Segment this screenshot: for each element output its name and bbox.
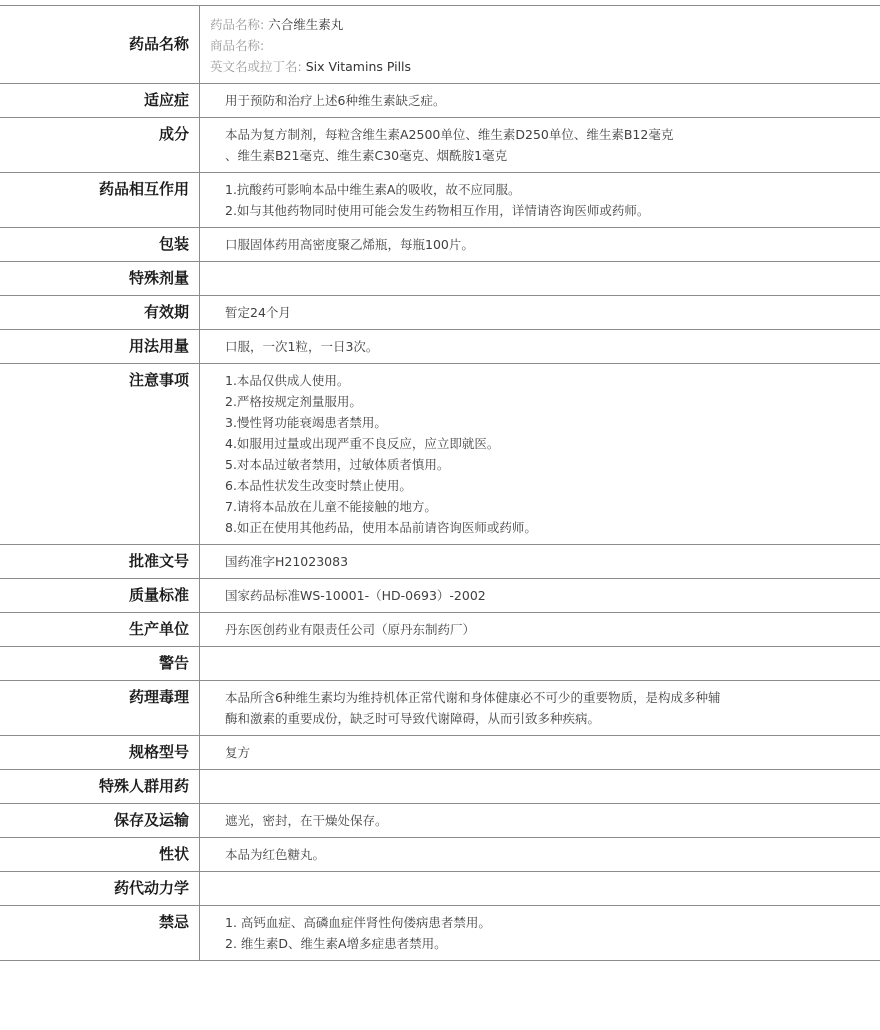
row-value bbox=[200, 872, 880, 905]
row-label: 药品名称 bbox=[0, 6, 200, 83]
drug-name-values bbox=[200, 6, 880, 83]
value-line: 2. 维生素D、维生素A增多症患者禁用。 bbox=[225, 936, 447, 951]
value-line: 7.请将本品放在儿童不能接触的地方。 bbox=[225, 499, 437, 514]
row-label: 有效期 bbox=[0, 296, 200, 329]
info-row bbox=[0, 262, 880, 296]
row-value bbox=[200, 647, 880, 680]
value-line: 丹东医创药业有限责任公司（原丹东制药厂） bbox=[225, 622, 476, 637]
row-label: 性状 bbox=[0, 838, 200, 871]
info-row bbox=[0, 228, 880, 262]
info-row bbox=[0, 118, 880, 173]
info-row bbox=[0, 545, 880, 579]
info-row bbox=[0, 681, 880, 736]
row-label: 药品相互作用 bbox=[0, 173, 200, 227]
value-line: 遮光，密封，在干燥处保存。 bbox=[225, 813, 388, 828]
row-value bbox=[200, 364, 880, 544]
row-label: 特殊剂量 bbox=[0, 262, 200, 295]
row-value bbox=[200, 681, 880, 735]
english-name-line bbox=[210, 56, 870, 77]
row-label: 药代动力学 bbox=[0, 872, 200, 905]
info-row bbox=[0, 613, 880, 647]
english-name-value: Six Vitamins Pills bbox=[305, 59, 412, 74]
row-value bbox=[200, 770, 880, 803]
info-row bbox=[0, 770, 880, 804]
value-line: 复方 bbox=[225, 745, 251, 760]
value-line: 3.慢性肾功能衰竭患者禁用。 bbox=[225, 415, 387, 430]
row-label: 生产单位 bbox=[0, 613, 200, 646]
value-line: 4.如服用过量或出现严重不良反应，应立即就医。 bbox=[225, 436, 500, 451]
info-row bbox=[0, 838, 880, 872]
row-label: 批准文号 bbox=[0, 545, 200, 578]
generic-name-value: 六合维生素丸 bbox=[268, 17, 344, 32]
row-label: 包装 bbox=[0, 228, 200, 261]
info-row bbox=[0, 872, 880, 906]
row-value bbox=[200, 262, 880, 295]
row-label: 适应症 bbox=[0, 84, 200, 117]
value-line: 本品为红色糖丸。 bbox=[225, 847, 326, 862]
info-rows bbox=[0, 84, 880, 961]
value-line: 用于预防和治疗上述6种维生素缺乏症。 bbox=[225, 93, 446, 108]
info-row bbox=[0, 736, 880, 770]
value-line: 2.严格按规定剂量服用。 bbox=[225, 394, 362, 409]
row-label: 警告 bbox=[0, 647, 200, 680]
value-line: 1. 高钙血症、高磷血症伴肾性佝偻病患者禁用。 bbox=[225, 915, 491, 930]
value-line: 6.本品性状发生改变时禁止使用。 bbox=[225, 478, 412, 493]
row-label: 特殊人群用药 bbox=[0, 770, 200, 803]
info-row bbox=[0, 296, 880, 330]
info-row bbox=[0, 173, 880, 228]
value-line: 国家药品标准WS-10001-（HD-0693）-2002 bbox=[225, 588, 486, 603]
value-line: 、维生素B21毫克、维生素C30毫克、烟酰胺1毫克 bbox=[225, 148, 508, 163]
info-row bbox=[0, 579, 880, 613]
value-line: 国药准字H21023083 bbox=[225, 554, 349, 569]
info-row bbox=[0, 330, 880, 364]
generic-name-line bbox=[210, 14, 870, 35]
value-line: 本品为复方制剂，每粒含维生素A2500单位、维生素D250单位、维生素B12毫克 bbox=[225, 127, 674, 142]
row-value bbox=[200, 228, 880, 261]
row-value bbox=[200, 545, 880, 578]
value-line: 口服固体药用高密度聚乙烯瓶，每瓶100片。 bbox=[225, 237, 474, 252]
row-label: 注意事项 bbox=[0, 364, 200, 544]
value-line: 酶和激素的重要成份，缺乏时可导致代谢障碍，从而引致多种疾病。 bbox=[225, 711, 601, 726]
row-label: 禁忌 bbox=[0, 906, 200, 960]
trade-name-line bbox=[210, 35, 870, 56]
row-value bbox=[200, 173, 880, 227]
value-line: 本品所含6种维生素均为维持机体正常代谢和身体健康必不可少的重要物质，是构成多种辅 bbox=[225, 690, 721, 705]
row-value bbox=[200, 804, 880, 837]
english-name-key: 英文名或拉丁名: bbox=[210, 59, 302, 74]
row-value bbox=[200, 84, 880, 117]
drug-info-table bbox=[0, 5, 880, 961]
row-value bbox=[200, 906, 880, 960]
row-value bbox=[200, 330, 880, 363]
drug-name-row bbox=[0, 5, 880, 84]
row-value bbox=[200, 118, 880, 172]
value-line: 口服，一次1粒，一日3次。 bbox=[225, 339, 379, 354]
value-line: 暂定24个月 bbox=[225, 305, 291, 320]
value-line: 1.抗酸药可影响本品中维生素A的吸收，故不应同服。 bbox=[225, 182, 521, 197]
row-value bbox=[200, 296, 880, 329]
row-label: 保存及运输 bbox=[0, 804, 200, 837]
info-row bbox=[0, 84, 880, 118]
info-row bbox=[0, 364, 880, 545]
row-label: 用法用量 bbox=[0, 330, 200, 363]
row-label: 质量标准 bbox=[0, 579, 200, 612]
trade-name-key: 商品名称: bbox=[210, 38, 265, 53]
generic-name-key: 药品名称: bbox=[210, 17, 265, 32]
info-row bbox=[0, 804, 880, 838]
row-label: 成分 bbox=[0, 118, 200, 172]
row-value bbox=[200, 579, 880, 612]
value-line: 2.如与其他药物同时使用可能会发生药物相互作用，详情请咨询医师或药师。 bbox=[225, 203, 650, 218]
row-label: 药理毒理 bbox=[0, 681, 200, 735]
value-line: 8.如正在使用其他药品，使用本品前请咨询医师或药师。 bbox=[225, 520, 537, 535]
row-value bbox=[200, 736, 880, 769]
row-value bbox=[200, 838, 880, 871]
info-row bbox=[0, 906, 880, 961]
info-row bbox=[0, 647, 880, 681]
row-value bbox=[200, 613, 880, 646]
value-line: 5.对本品过敏者禁用，过敏体质者慎用。 bbox=[225, 457, 450, 472]
value-line: 1.本品仅供成人使用。 bbox=[225, 373, 350, 388]
row-label: 规格型号 bbox=[0, 736, 200, 769]
